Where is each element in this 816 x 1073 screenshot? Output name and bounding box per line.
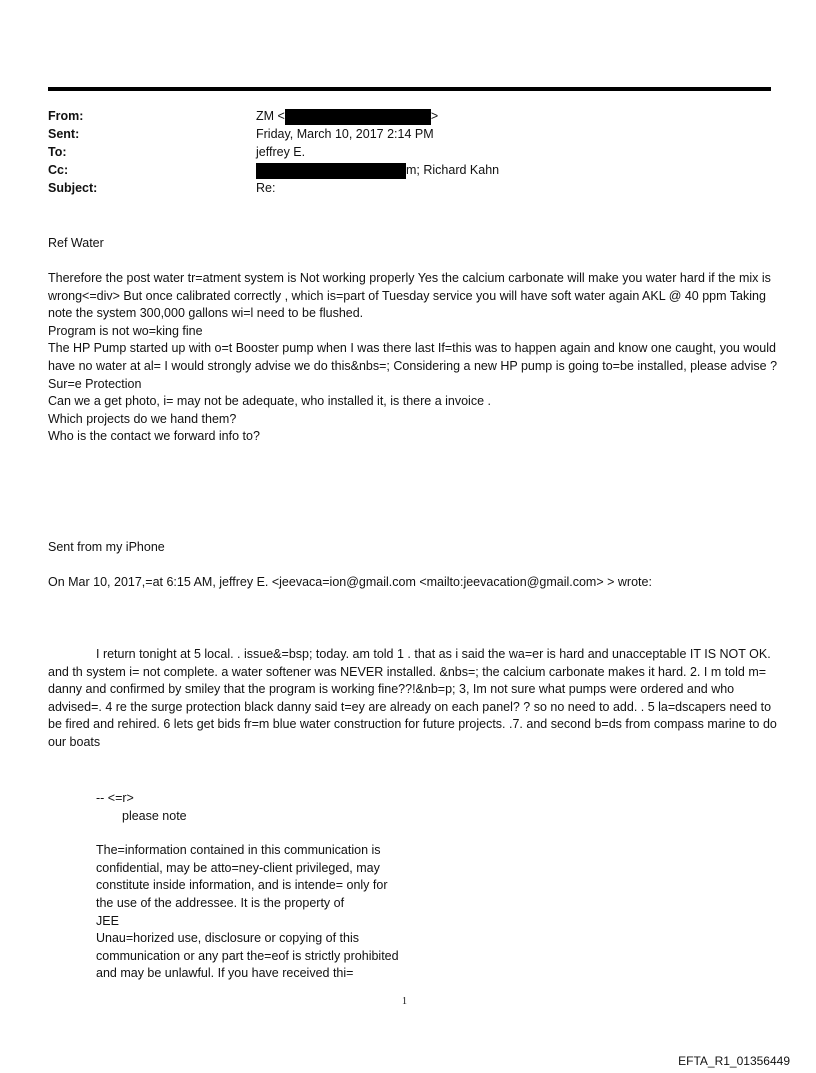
body-paragraph: Which projects do we hand them? — [48, 411, 237, 426]
signature-dash: -- <=r> — [96, 791, 134, 805]
cc-text: m; Richard Kahn — [406, 163, 500, 177]
disclaimer-line: Unau=horized use, disclosure or copying of this — [96, 931, 359, 946]
signature-note: please note — [122, 808, 187, 823]
cc-label: Cc: — [48, 163, 69, 177]
disclaimer-line: confidential, may be atto=ney-client privileged, may — [96, 860, 380, 875]
disclaimer-line: communication or any part the=eof is strictly prohibited — [96, 948, 399, 963]
sent-value: Friday, March 10, 2017 2:14 PM — [256, 127, 434, 141]
disclaimer-line: JEE — [96, 913, 119, 928]
quoted-message — [48, 646, 778, 752]
to-value: jeffrey E. — [256, 145, 306, 159]
body-paragraph: Who is the contact we forward info to? — [48, 429, 260, 444]
sent-from-line: Sent from my iPhone — [48, 540, 165, 554]
body-paragraph: Sur=e Protection — [48, 376, 142, 391]
from-close: > — [430, 109, 439, 123]
quoted-paragraph: I return tonight at 5 local. . issue&=bsp; today. am told 1 . that as i said the wa=er is hard and unacceptable IT IS NOT OK. and th system i= not complete. a water softener was NEVER installed. &nbs=; the calcium carbonate makes it hard. 2. I m told m= danny and confirmed by smiley that the program is working fine??!&nb=p; 3, Im not sure what pumps were ordered and who advised=. 4 re the surge protection black danny said t=ey are already on each panel? ? so no need to add. . 5 la=dscapers need to be fired and rehired. 6 lets get bids fr=m blue water construction for future projects. .7. and second b=ds from compass marine to do our boats — [48, 647, 777, 749]
from-value — [256, 107, 438, 125]
disclaimer-line: the use of the addressee. It is the property of — [96, 895, 345, 910]
body-paragraph: The HP Pump started up with o=t Booster pump when I was there last If=this was to happen again and know one caught, you would have no water at al= I would strongly advise we do this&nbs=; Considering a new HP pump is going to=be installed, please advise ? — [48, 341, 778, 373]
signature-block — [96, 790, 476, 983]
body-paragraph: Program is not wo=king fine — [48, 323, 203, 338]
message-body — [48, 270, 778, 446]
body-paragraph: Therefore the post water tr=atment system is Not working properly Yes the calcium carbonate will make you water hard if the mix is wrong<=div> But once calibrated correctly , which is=part of Tuesday service you will have soft water again AKL @ 40 ppm Taking note the system 300,000 gallons wi=l need to be flushed. — [48, 271, 771, 321]
disclaimer-line: constitute inside information, and is intende= only for — [96, 878, 388, 893]
ref-line: Ref Water — [48, 236, 104, 250]
cc-value — [256, 161, 499, 179]
redaction-block — [256, 163, 406, 179]
from-label: From: — [48, 109, 84, 123]
email-header — [48, 107, 768, 197]
bates-number: EFTA_R1_01356449 — [678, 1054, 790, 1068]
disclaimer-line: and may be unlawful. If you have received thi= — [96, 966, 354, 981]
quote-attribution: On Mar 10, 2017,=at 6:15 AM, jeffrey E. <jeevaca=ion@gmail.com <mailto:jeevacation@gmail.com> > wrote: — [48, 575, 652, 589]
sent-label: Sent: — [48, 127, 80, 141]
to-label: To: — [48, 145, 67, 159]
subject-label: Subject: — [48, 181, 98, 195]
body-paragraph: Can we a get photo, i= may not be adequate, who installed it, is there a invoice . — [48, 394, 491, 409]
header-rule — [48, 87, 771, 91]
page-number: 1 — [402, 996, 407, 1007]
subject-value: Re: — [256, 181, 276, 195]
disclaimer-line: The=information contained in this communication is — [96, 843, 381, 858]
from-name: ZM < — [256, 109, 285, 123]
redaction-block — [285, 109, 431, 125]
